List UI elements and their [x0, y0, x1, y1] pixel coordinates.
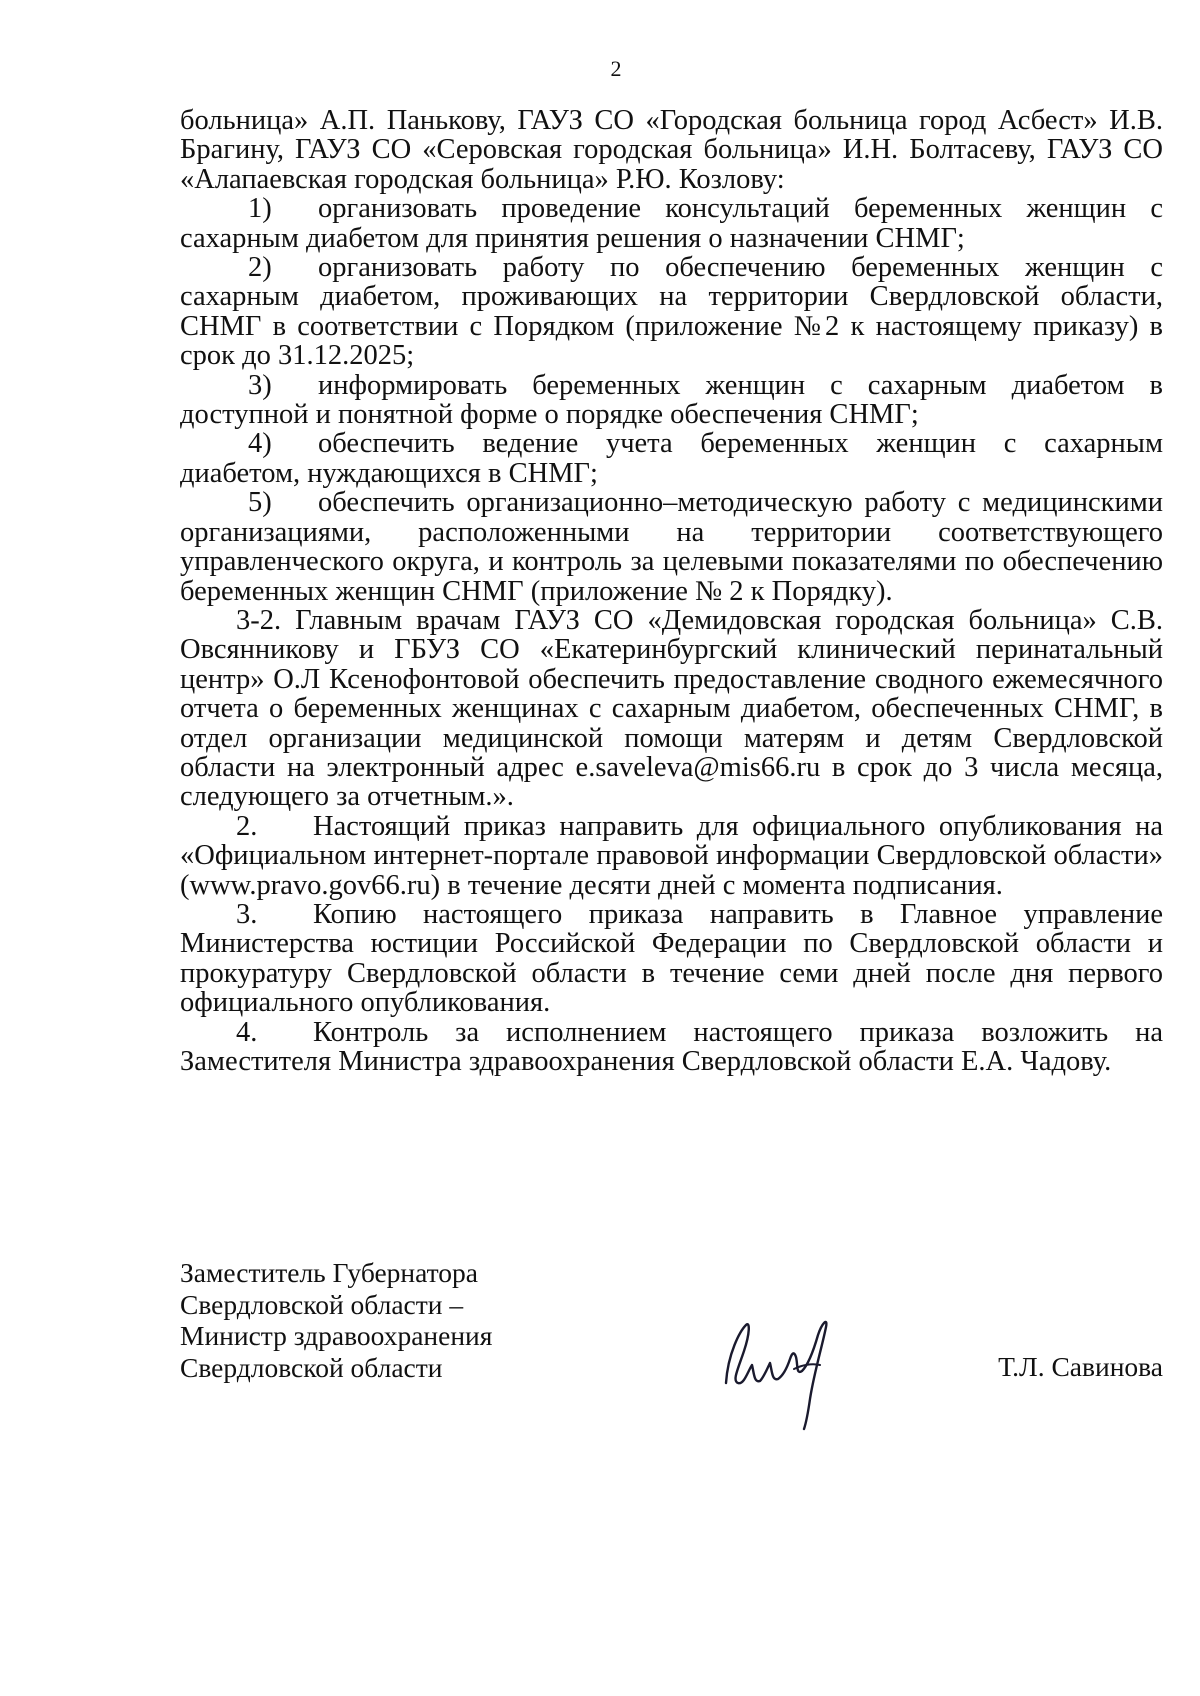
item-number: 2) [248, 252, 272, 284]
item-text: Настоящий приказ направить для официального опубликования на «Официальном интернет-портале правовой информации Свердловской области» (www.pravo.gov66.ru) в течение десяти дней с момента подписания. [180, 810, 1163, 901]
numbered-paragraph [180, 900, 1163, 1018]
list-item [180, 429, 1163, 488]
item-text: организовать работу по обеспечению беременных женщин с сахарным диабетом, проживающих на территории Свердловской области, СНМГ в соответствии с Порядком (приложение №2 к настоящему приказу) в срок до 31.12.2025; [180, 252, 1163, 372]
signatory-name: Т.Л. Савинова [998, 1351, 1163, 1382]
item-number: 3) [248, 369, 272, 401]
document-body [180, 106, 1163, 1076]
item-number: 2. [236, 810, 258, 842]
list-item [180, 488, 1163, 606]
item-text: Копию настоящего приказа направить в Главное управление Министерства юстиции Российской Федерации по Свердловской области и прокуратуру Свердловской области в течение семи дней после дня первого официального опубликования. [180, 898, 1163, 1019]
item-text: информировать беременных женщин с сахарным диабетом в доступной и понятной форме о порядке обеспечения СНМГ; [180, 369, 1163, 431]
numbered-paragraph [180, 812, 1163, 900]
item-number: 3. [236, 898, 258, 930]
item-number: 4. [236, 1016, 258, 1048]
list-item [180, 194, 1163, 253]
paragraph-text: больница» А.П. Панькову, ГАУЗ СО «Городская больница город Асбест» И.В. Брагину, ГАУЗ СО «Серовская городская больница» И.Н. Болтасеву, ГАУЗ СО «Алапаевская городская больница» Р.Ю. Козлову: [180, 105, 1163, 195]
paragraph [180, 606, 1163, 812]
signatory-title-line: Свердловской области [180, 1351, 443, 1383]
paragraph-continuation [180, 106, 1163, 194]
signature-block [180, 1257, 1163, 1417]
item-text: Контроль за исполнением настоящего приказа возложить на Заместителя Министра здравоохранения Свердловской области Е.А. Чадову. [180, 1016, 1163, 1077]
item-text: организовать проведение консультаций беременных женщин с сахарным диабетом для принятия решения о назначении СНМГ; [180, 193, 1163, 254]
signatory-title-line: Заместитель Губернатора [180, 1257, 478, 1288]
item-number: 5) [248, 487, 272, 519]
item-number: 1) [248, 193, 272, 225]
list-item [180, 371, 1163, 430]
item-text: обеспечить ведение учета беременных женщин с сахарным диабетом, нуждающихся в СНМГ; [180, 428, 1163, 489]
numbered-paragraph [180, 1018, 1163, 1077]
signatory-title [180, 1257, 492, 1383]
paragraph-text: 3-2. Главным врачам ГАУЗ СО «Демидовская городская больница» С.В. Овсянникову и ГБУЗ СО «Екатеринбургский клинический перинатальный центр» О.Л Ксенофонтовой обеспечить предоставление сводного ежемесячного отчета о беременных женщинах с сахарным диабетом, обеспеченных СНМГ, в отдел организации медицинской помощи матерям и детям Свердловской области на электронный адрес e.saveleva@mis66.ru в срок до 3 числа месяца, следующего за отчетным.». [180, 604, 1163, 813]
signatory-title-line: Свердловской области – [180, 1288, 464, 1320]
handwritten-signature [716, 1313, 836, 1431]
page-number: 2 [610, 56, 622, 81]
list-item [180, 253, 1163, 371]
item-number: 4) [248, 428, 272, 460]
signatory-title-line: Министр здравоохранения [180, 1320, 493, 1351]
item-text: обеспечить организационно–методическую работу с медицинскими организациями, расположенными на территории соответствующего управленческого округа, и контроль за целевыми показателями по обеспечению беременных женщин СНМГ (приложение № 2 к Порядку). [180, 487, 1163, 607]
